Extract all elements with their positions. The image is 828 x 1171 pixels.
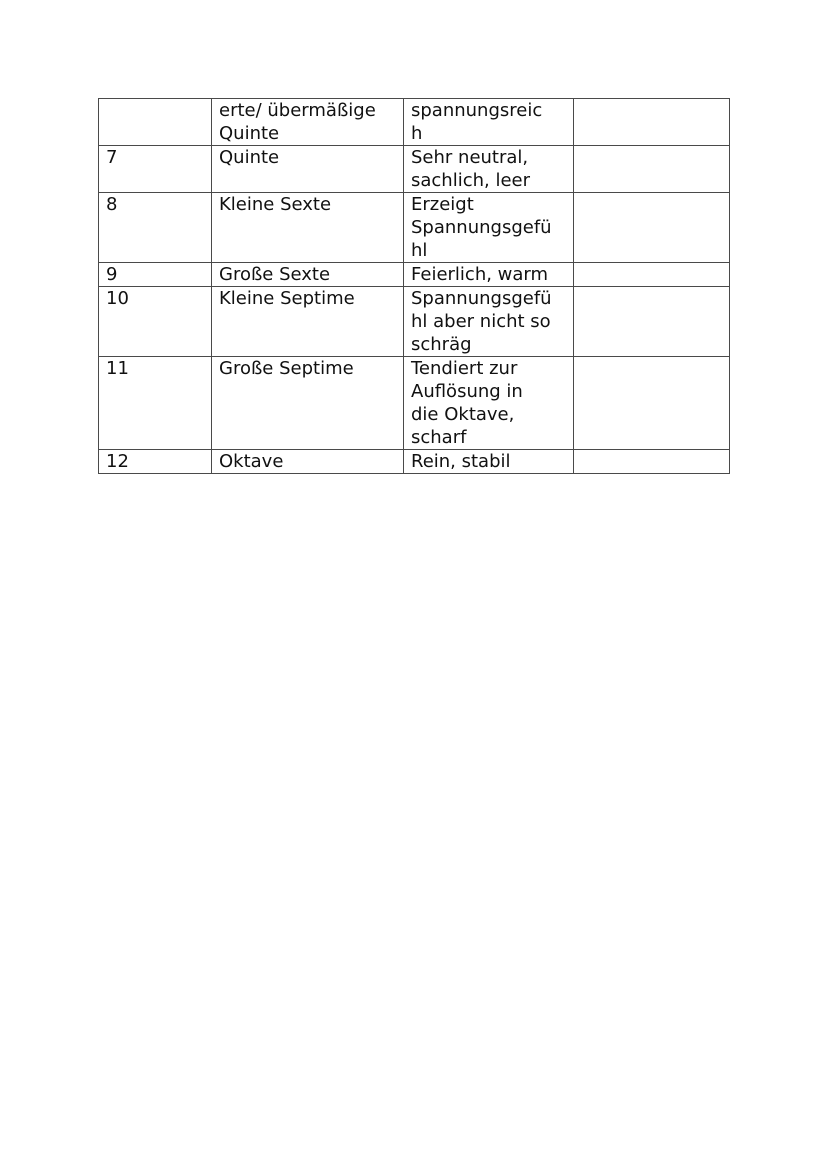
effect-cell: Tendiert zur Auflösung in die Oktave, scharf bbox=[404, 357, 574, 450]
row-number-cell: 11 bbox=[99, 357, 212, 450]
interval-table bbox=[98, 98, 730, 474]
table-row bbox=[99, 99, 730, 146]
interval-name-cell: erte/ übermäßige Quinte bbox=[212, 99, 404, 146]
interval-name-cell: Quinte bbox=[212, 146, 404, 193]
row-number-cell: 10 bbox=[99, 287, 212, 357]
interval-name-cell: Kleine Septime bbox=[212, 287, 404, 357]
effect-cell: Erzeigt Spannungsgefü hl bbox=[404, 193, 574, 263]
effect-cell: Feierlich, warm bbox=[404, 263, 574, 287]
notes-cell bbox=[574, 287, 730, 357]
row-number-cell bbox=[99, 99, 212, 146]
notes-cell bbox=[574, 450, 730, 474]
table-row bbox=[99, 263, 730, 287]
table-row bbox=[99, 287, 730, 357]
notes-cell bbox=[574, 99, 730, 146]
effect-cell: Spannungsgefü hl aber nicht so schräg bbox=[404, 287, 574, 357]
table-row bbox=[99, 357, 730, 450]
table-row bbox=[99, 146, 730, 193]
interval-name-cell: Große Sexte bbox=[212, 263, 404, 287]
interval-name-cell: Oktave bbox=[212, 450, 404, 474]
effect-cell: Sehr neutral, sachlich, leer bbox=[404, 146, 574, 193]
notes-cell bbox=[574, 193, 730, 263]
row-number-cell: 12 bbox=[99, 450, 212, 474]
interval-name-cell: Große Septime bbox=[212, 357, 404, 450]
effect-cell: spannungsreic h bbox=[404, 99, 574, 146]
row-number-cell: 9 bbox=[99, 263, 212, 287]
effect-cell: Rein, stabil bbox=[404, 450, 574, 474]
row-number-cell: 7 bbox=[99, 146, 212, 193]
row-number-cell: 8 bbox=[99, 193, 212, 263]
table-row bbox=[99, 193, 730, 263]
notes-cell bbox=[574, 357, 730, 450]
notes-cell bbox=[574, 146, 730, 193]
interval-name-cell: Kleine Sexte bbox=[212, 193, 404, 263]
notes-cell bbox=[574, 263, 730, 287]
table-row bbox=[99, 450, 730, 474]
